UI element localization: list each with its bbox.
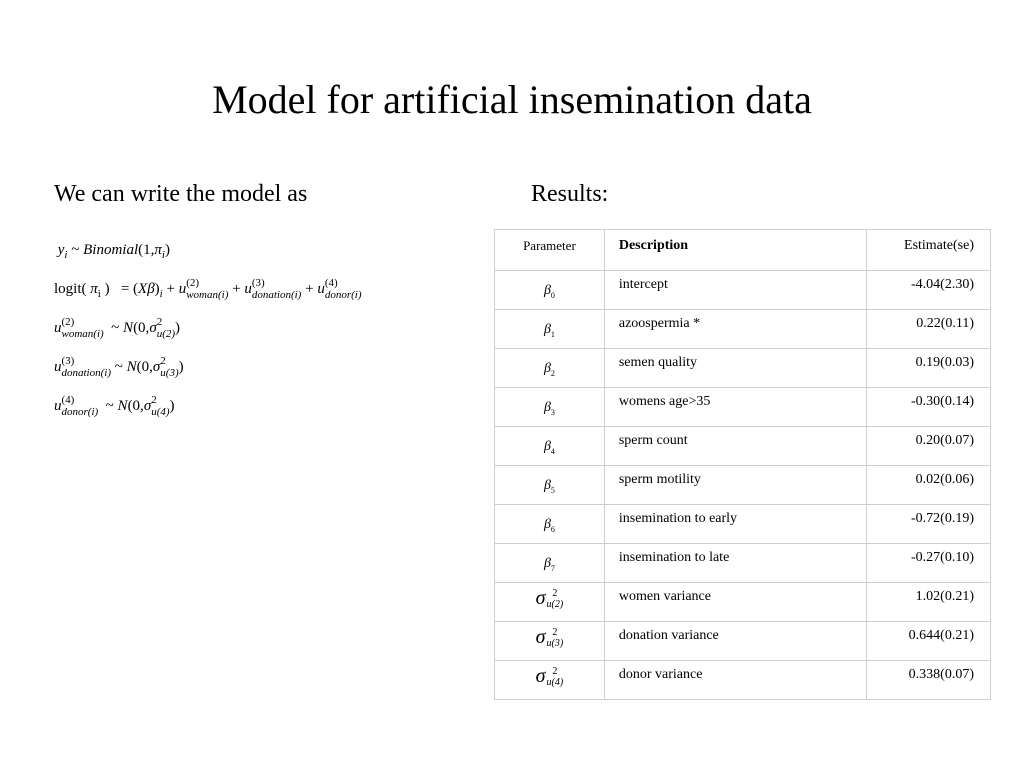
estimate-cell: -0.27(0.10): [867, 544, 991, 583]
description-cell: sperm count: [604, 427, 866, 466]
sigma-symbol: σ 2 u(2): [535, 587, 564, 611]
beta-symbol: $\beta_4$: [543, 439, 555, 456]
parameter-cell: [495, 427, 605, 466]
estimate-cell: 0.22(0.11): [867, 310, 991, 349]
description-cell: insemination to late: [604, 544, 866, 583]
equation-1: $y_i$ ~ $Binomial(1,\pi_i)$: [57, 242, 170, 261]
table-header-row: [495, 230, 991, 271]
table-row: [495, 622, 991, 661]
table-row: [495, 661, 991, 700]
results-heading: Results:: [531, 181, 609, 207]
description-cell: donor variance: [604, 661, 866, 700]
table-row: [495, 349, 991, 388]
results-table: [494, 229, 991, 700]
table-row: [495, 466, 991, 505]
header-description: Description: [604, 230, 866, 271]
parameter-cell: [495, 388, 605, 427]
beta-symbol: $\beta_5$: [543, 478, 555, 495]
parameter-cell: [495, 505, 605, 544]
table-row: [495, 505, 991, 544]
table-row: [495, 583, 991, 622]
model-heading: We can write the model as: [54, 181, 308, 207]
parameter-cell: [495, 310, 605, 349]
description-cell: insemination to early: [604, 505, 866, 544]
estimate-cell: -4.04(2.30): [867, 271, 991, 310]
sigma-symbol: σ 2 u(4): [535, 665, 564, 689]
beta-symbol: $\beta_2$: [543, 361, 555, 378]
estimate-cell: -0.30(0.14): [867, 388, 991, 427]
equation-2: logit( $\pi_i$ ) = $(X\beta)_i + u$ (2) woman(i) + u (3) donation(i) + u (4) donor(i): [54, 277, 362, 301]
parameter-cell: [495, 349, 605, 388]
description-cell: women variance: [604, 583, 866, 622]
estimate-cell: 0.02(0.06): [867, 466, 991, 505]
estimate-cell: 0.644(0.21): [867, 622, 991, 661]
parameter-cell: [495, 544, 605, 583]
description-cell: semen quality: [604, 349, 866, 388]
parameter-cell: [495, 622, 605, 661]
estimate-cell: -0.72(0.19): [867, 505, 991, 544]
description-cell: sperm motility: [604, 466, 866, 505]
parameter-cell: [495, 661, 605, 700]
parameter-cell: [495, 271, 605, 310]
slide-title: Model for artificial insemination data: [212, 77, 812, 122]
equation-3: u (2) woman(i) ~ N(0,σ 2 u(2) ): [54, 316, 181, 340]
table-row: [495, 271, 991, 310]
equation-5: u (4) donor(i) ~ N(0,σ 2 u(4) ): [54, 394, 175, 418]
description-cell: azoospermia *: [604, 310, 866, 349]
header-parameter: Parameter: [495, 230, 605, 271]
table-row: [495, 427, 991, 466]
header-estimate: Estimate(se): [867, 230, 991, 271]
beta-symbol: $\beta_1$: [543, 322, 555, 339]
table-row: [495, 310, 991, 349]
equation-4: u (3) donation(i) ~ N(0,σ 2 u(3) ): [54, 355, 184, 379]
description-cell: intercept: [604, 271, 866, 310]
beta-symbol: $\beta_6$: [543, 517, 555, 534]
estimate-cell: 0.19(0.03): [867, 349, 991, 388]
table-row: [495, 388, 991, 427]
estimate-cell: 0.20(0.07): [867, 427, 991, 466]
table-row: [495, 544, 991, 583]
estimate-cell: 0.338(0.07): [867, 661, 991, 700]
estimate-cell: 1.02(0.21): [867, 583, 991, 622]
description-cell: womens age>35: [604, 388, 866, 427]
parameter-cell: [495, 466, 605, 505]
parameter-cell: [495, 583, 605, 622]
beta-symbol: $\beta_0$: [543, 283, 555, 300]
sigma-symbol: σ 2 u(3): [535, 626, 564, 650]
beta-symbol: $\beta_7$: [543, 556, 555, 573]
description-cell: donation variance: [604, 622, 866, 661]
beta-symbol: $\beta_3$: [543, 400, 555, 417]
